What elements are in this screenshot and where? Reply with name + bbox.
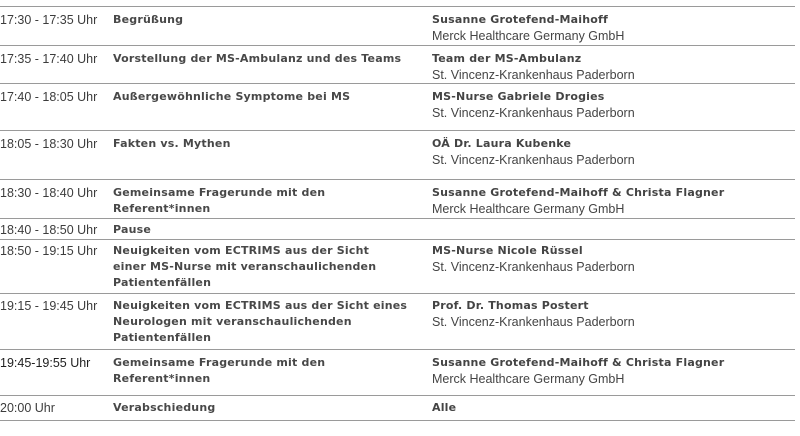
speaker-org: Merck Healthcare Germany GmbH: [432, 372, 625, 386]
speaker-name: Team der MS-Ambulanz: [432, 52, 582, 65]
speaker-name: Susanne Grotefend-Maihoff: [432, 13, 609, 26]
topic: Außergewöhnliche Symptome bei MS: [113, 90, 351, 103]
speaker: [432, 185, 724, 217]
speaker-org: Merck Healthcare Germany GmbH: [432, 202, 625, 216]
speaker-name: Susanne Grotefend-Maihoff & Christa Flagner: [432, 356, 725, 369]
time-slot: 19:45-19:55 Uhr: [0, 356, 91, 370]
time-slot: 19:15 - 19:45 Uhr: [0, 299, 98, 313]
speaker-org: St. Vincenz-Krankenhaus Paderborn: [432, 153, 635, 167]
speaker: [432, 298, 635, 330]
time-slot: 17:35 - 17:40 Uhr: [0, 52, 98, 66]
time-slot: 18:30 - 18:40 Uhr: [0, 186, 98, 200]
time-slot: 18:50 - 19:15 Uhr: [0, 244, 98, 258]
speaker: [432, 355, 724, 387]
speaker: [432, 51, 635, 83]
speaker-org: St. Vincenz-Krankenhaus Paderborn: [432, 106, 635, 120]
time-slot: 17:30 - 17:35 Uhr: [0, 13, 98, 27]
topic: Begrüßung: [113, 13, 184, 26]
agenda-row: [0, 45, 795, 84]
speaker-org: St. Vincenz-Krankenhaus Paderborn: [432, 315, 635, 329]
agenda-row: [0, 83, 795, 131]
agenda-row: [0, 130, 795, 180]
speaker-name: MS-Nurse Nicole Rüssel: [432, 244, 583, 257]
time-slot: 20:00 Uhr: [0, 401, 55, 415]
speaker-name: Prof. Dr. Thomas Postert: [432, 299, 589, 312]
time-slot: 18:05 - 18:30 Uhr: [0, 137, 98, 151]
topic: Fakten vs. Mythen: [113, 137, 231, 150]
speaker: [432, 136, 635, 168]
speaker-name: OÄ Dr. Laura Kubenke: [432, 137, 572, 150]
speaker-org: St. Vincenz-Krankenhaus Paderborn: [432, 68, 635, 82]
agenda-row: [0, 293, 795, 350]
speaker-name: MS-Nurse Gabriele Drogies: [432, 90, 605, 103]
agenda-row: [0, 6, 795, 46]
speaker: [432, 400, 456, 416]
agenda-row: [0, 349, 795, 396]
agenda-row: [0, 179, 795, 219]
agenda-row: [0, 395, 795, 421]
topic: Neuigkeiten vom ECTRIMS aus der Sicht eines Neurologen mit veranschaulichenden Patientenfällen: [113, 299, 408, 344]
speaker: [432, 243, 635, 275]
agenda-row: [0, 218, 795, 240]
speaker-name: Alle: [432, 401, 457, 414]
speaker-org: Merck Healthcare Germany GmbH: [432, 29, 625, 43]
time-slot: 18:40 - 18:50 Uhr: [0, 223, 98, 237]
speaker: [432, 12, 624, 44]
topic: Gemeinsame Fragerunde mit den Referent*innen: [113, 356, 326, 385]
speaker-org: St. Vincenz-Krankenhaus Paderborn: [432, 260, 635, 274]
topic: Neuigkeiten vom ECTRIMS aus der Sicht einer MS-Nurse mit veranschaulichenden Patientenfällen: [113, 244, 377, 289]
speaker-name: Susanne Grotefend-Maihoff & Christa Flagner: [432, 186, 725, 199]
agenda-row: [0, 239, 795, 294]
topic: Vorstellung der MS-Ambulanz und des Teams: [113, 52, 402, 65]
topic: Verabschiedung: [113, 401, 216, 414]
time-slot: 17:40 - 18:05 Uhr: [0, 90, 98, 104]
topic: Pause: [113, 223, 152, 236]
topic: Gemeinsame Fragerunde mit den Referent*innen: [113, 186, 326, 215]
speaker: [432, 89, 635, 121]
